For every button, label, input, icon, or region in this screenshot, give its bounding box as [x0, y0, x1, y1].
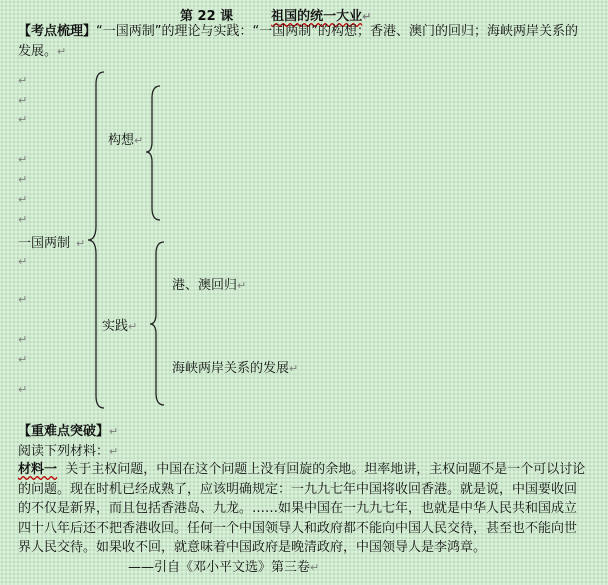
- diagram-leaf-hk-macau-label: 港、澳回归: [172, 278, 238, 293]
- paragraph-mark-icon: ↵: [76, 237, 86, 250]
- paragraph-mark-icon: ↵: [310, 560, 320, 574]
- nandian-heading: 【重难点突破】: [18, 424, 110, 439]
- root-brace: [88, 72, 104, 408]
- lesson-number: 第 22 课: [180, 9, 234, 24]
- paragraph-mark-icon: ↵: [289, 362, 299, 375]
- diagram-root: [18, 232, 85, 251]
- paragraph-mark-icon: ↵: [18, 213, 28, 226]
- paragraph-mark-icon: ↵: [134, 134, 144, 147]
- paragraph-mark-icon: ↵: [18, 94, 28, 107]
- diagram-leaf-hk-macau: [172, 274, 246, 293]
- paragraph-mark-icon: ↵: [18, 74, 28, 87]
- paragraph-mark-icon: ↵: [362, 10, 372, 23]
- nandian-heading-line: [18, 420, 118, 439]
- diagram-leaf-cross-strait: [172, 357, 298, 376]
- practice-brace: [150, 242, 164, 405]
- material-label: 材料一: [18, 462, 58, 477]
- diagram-branch-idea-label: 构想: [108, 133, 135, 148]
- material-paragraph: [18, 460, 588, 577]
- paragraph-mark-icon: ↵: [18, 113, 28, 126]
- material-text: 关于主权问题，中国在这个问题上没有回旋的余地。坦率地讲，主权问题不是一个可以讨论的问题。现在时机已经成熟了，应该明确规定：一九九七年中国将收回香港。就是说，中国要收回的不仅是新界，而且包括香港岛、九龙。……如果中国在一九九七年，也就是中华人民共和国成立四十八年后还不把香港收回。任何一个中国领导人和政府都不能向中国人民交待，甚至也不能向世界人民交待。如果收不回，就意味着中国政府是晚清政府，中国领导人是李鸿章。: [18, 462, 586, 555]
- kaodian-heading: 【考点梳理】: [18, 24, 97, 39]
- diagram-root-label: 一国两制: [18, 236, 71, 251]
- paragraph-mark-icon: ↵: [18, 153, 28, 166]
- paragraph-mark-icon: ↵: [109, 425, 119, 438]
- paragraph-mark-icon: ↵: [18, 255, 28, 268]
- material-citation: ——引自《邓小平文选》第三卷: [128, 559, 311, 575]
- paragraph-mark-icon: ↵: [18, 383, 28, 396]
- paragraph-mark-icon: ↵: [18, 333, 28, 346]
- diagram-branch-idea: [108, 129, 143, 148]
- diagram-branch-practice-label: 实践: [102, 319, 129, 334]
- kaodian-text: “一国两制”的理论与实践：“一国两制”的构想；香港、澳门的回归；海峡两岸关系的发展。: [18, 24, 578, 59]
- lesson-name: 祖国的统一大业: [271, 9, 363, 24]
- paragraph-mark-icon: ↵: [18, 293, 28, 306]
- paragraph-mark-icon: ↵: [18, 353, 28, 366]
- idea-brace: [146, 86, 160, 220]
- paragraph-mark-icon: ↵: [237, 279, 247, 292]
- diagram-leaf-cross-strait-label: 海峡两岸关系的发展: [172, 361, 290, 376]
- diagram-branch-practice: [102, 315, 137, 334]
- paragraph-mark-icon: ↵: [18, 193, 28, 206]
- paragraph-mark-icon: ↵: [128, 320, 138, 333]
- instruction-text: 阅读下列材料：: [18, 444, 110, 459]
- paragraph-mark-icon: ↵: [57, 44, 67, 58]
- paragraph-mark-icon: ↵: [109, 445, 119, 458]
- paragraph-mark-icon: ↵: [18, 173, 28, 186]
- instruction-line: [18, 440, 118, 459]
